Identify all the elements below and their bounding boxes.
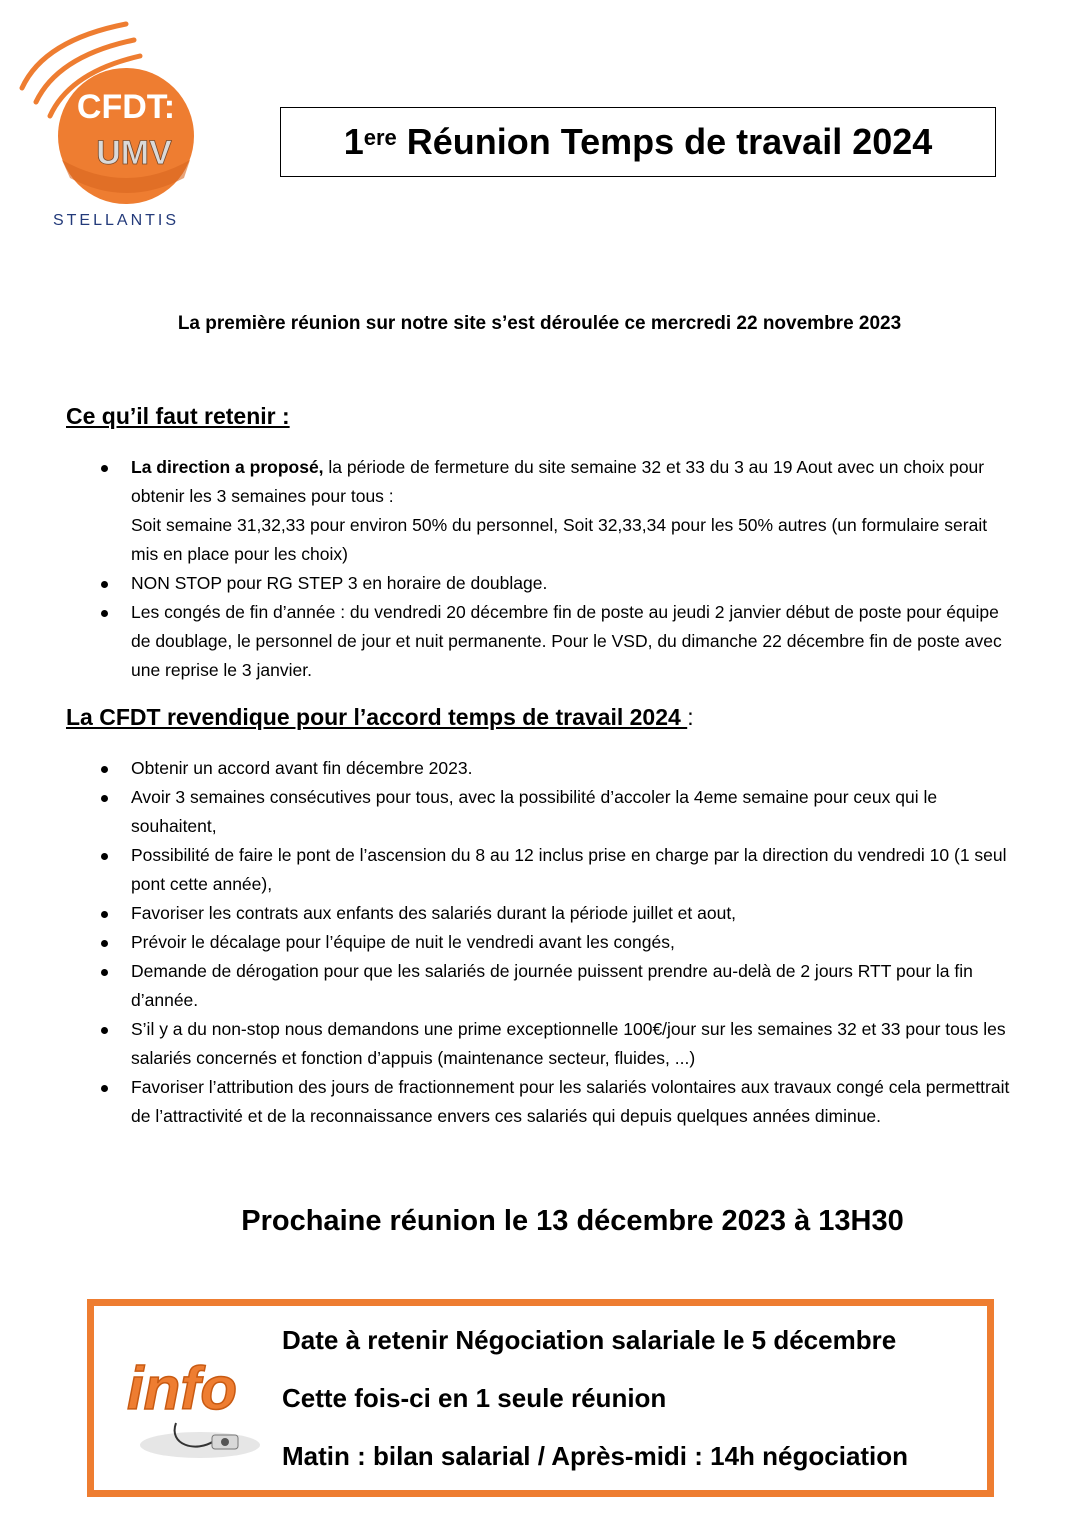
list-item: S’il y a du non-stop nous demandons une prime exceptionnelle 100€/jour sur les semaines 32 et 33 pour tous les salariés concernés et fonction d’appuis (maintenance secteur, fluides, ...) <box>66 1015 1016 1073</box>
list-item: Favoriser les contrats aux enfants des salariés durant la période juillet et aout, <box>66 899 1016 928</box>
logo-stellantis-text: STELLANTIS <box>52 212 180 229</box>
section-demands-heading: La CFDT revendique pour l’accord temps de travail 2024 : <box>66 704 694 730</box>
info-box <box>87 1299 994 1497</box>
info-line-date: Date à retenir Négociation salariale le 5 décembre <box>282 1325 897 1355</box>
title-prefix: 1 <box>343 121 364 162</box>
list-item: Prévoir le décalage pour l’équipe de nuit le vendredi avant les congés, <box>66 928 1016 957</box>
list-item: Favoriser l’attribution des jours de fractionnement pour les salariés volontaires aux travaux congé cela permettrait de l’attractivité et de la reconnaissance envers ces salariés qui depuis quelques années diminue. <box>66 1073 1016 1131</box>
info-line-schedule: Matin : bilan salarial / Après-midi : 14h négociation <box>282 1441 909 1471</box>
list-item: Avoir 3 semaines consécutives pour tous, avec la possibilité d’accoler la 4eme semaine pour ceux qui le souhaitent, <box>66 783 1016 841</box>
info-word: info <box>127 1355 237 1422</box>
list-item: Obtenir un accord avant fin décembre 2023. <box>66 754 1016 783</box>
section-retain-heading: Ce qu’il faut retenir : <box>66 403 290 429</box>
info-icon <box>116 1341 266 1466</box>
next-meeting: Prochaine réunion le 13 décembre 2023 à 13H30 <box>241 1205 904 1237</box>
logo-cfdt-text: CFDT: <box>76 88 176 126</box>
title-superscript: ere <box>363 125 397 150</box>
logo-umv-text: UMV <box>96 134 172 172</box>
list-item: Demande de dérogation pour que les salariés de journée puissent prendre au-delà de 2 jours RTT pour la fin d’année. <box>66 957 1016 1015</box>
title-main: Réunion Temps de travail 2024 <box>396 121 933 162</box>
list-item: Les congés de fin d’année : du vendredi 20 décembre fin de poste au jeudi 2 janvier début de poste pour équipe de doublage, le personnel de jour et nuit permanente. Pour le VSD, du dimanche 22 décembre fin de poste avec une reprise le 3 janvier. <box>66 598 1016 685</box>
list-item: NON STOP pour RG STEP 3 en horaire de doublage. <box>66 569 1016 598</box>
section-demands-list <box>66 754 1016 1131</box>
cfdt-umv-stellantis-logo <box>14 18 214 238</box>
section-retain-list <box>66 453 1016 685</box>
list-item: La direction a proposé, la période de fermeture du site semaine 32 et 33 du 3 au 19 Aout avec un choix pour obtenir les 3 semaines pour tous : Soit semaine 31,32,33 pour environ 50% du personnel, Soit 32,33,34 pour les 50% autres (un formulaire serait mis en place pour les choix) <box>66 453 1016 569</box>
info-line-single-meeting: Cette fois-ci en 1 seule réunion <box>282 1383 667 1413</box>
list-item: Possibilité de faire le pont de l’ascension du 8 au 12 inclus prise en charge par la direction du vendredi 10 (1 seul pont cette année), <box>66 841 1016 899</box>
meeting-subtitle: La première réunion sur notre site s’est déroulée ce mercredi 22 novembre 2023 <box>177 313 902 334</box>
page-title <box>280 107 996 177</box>
